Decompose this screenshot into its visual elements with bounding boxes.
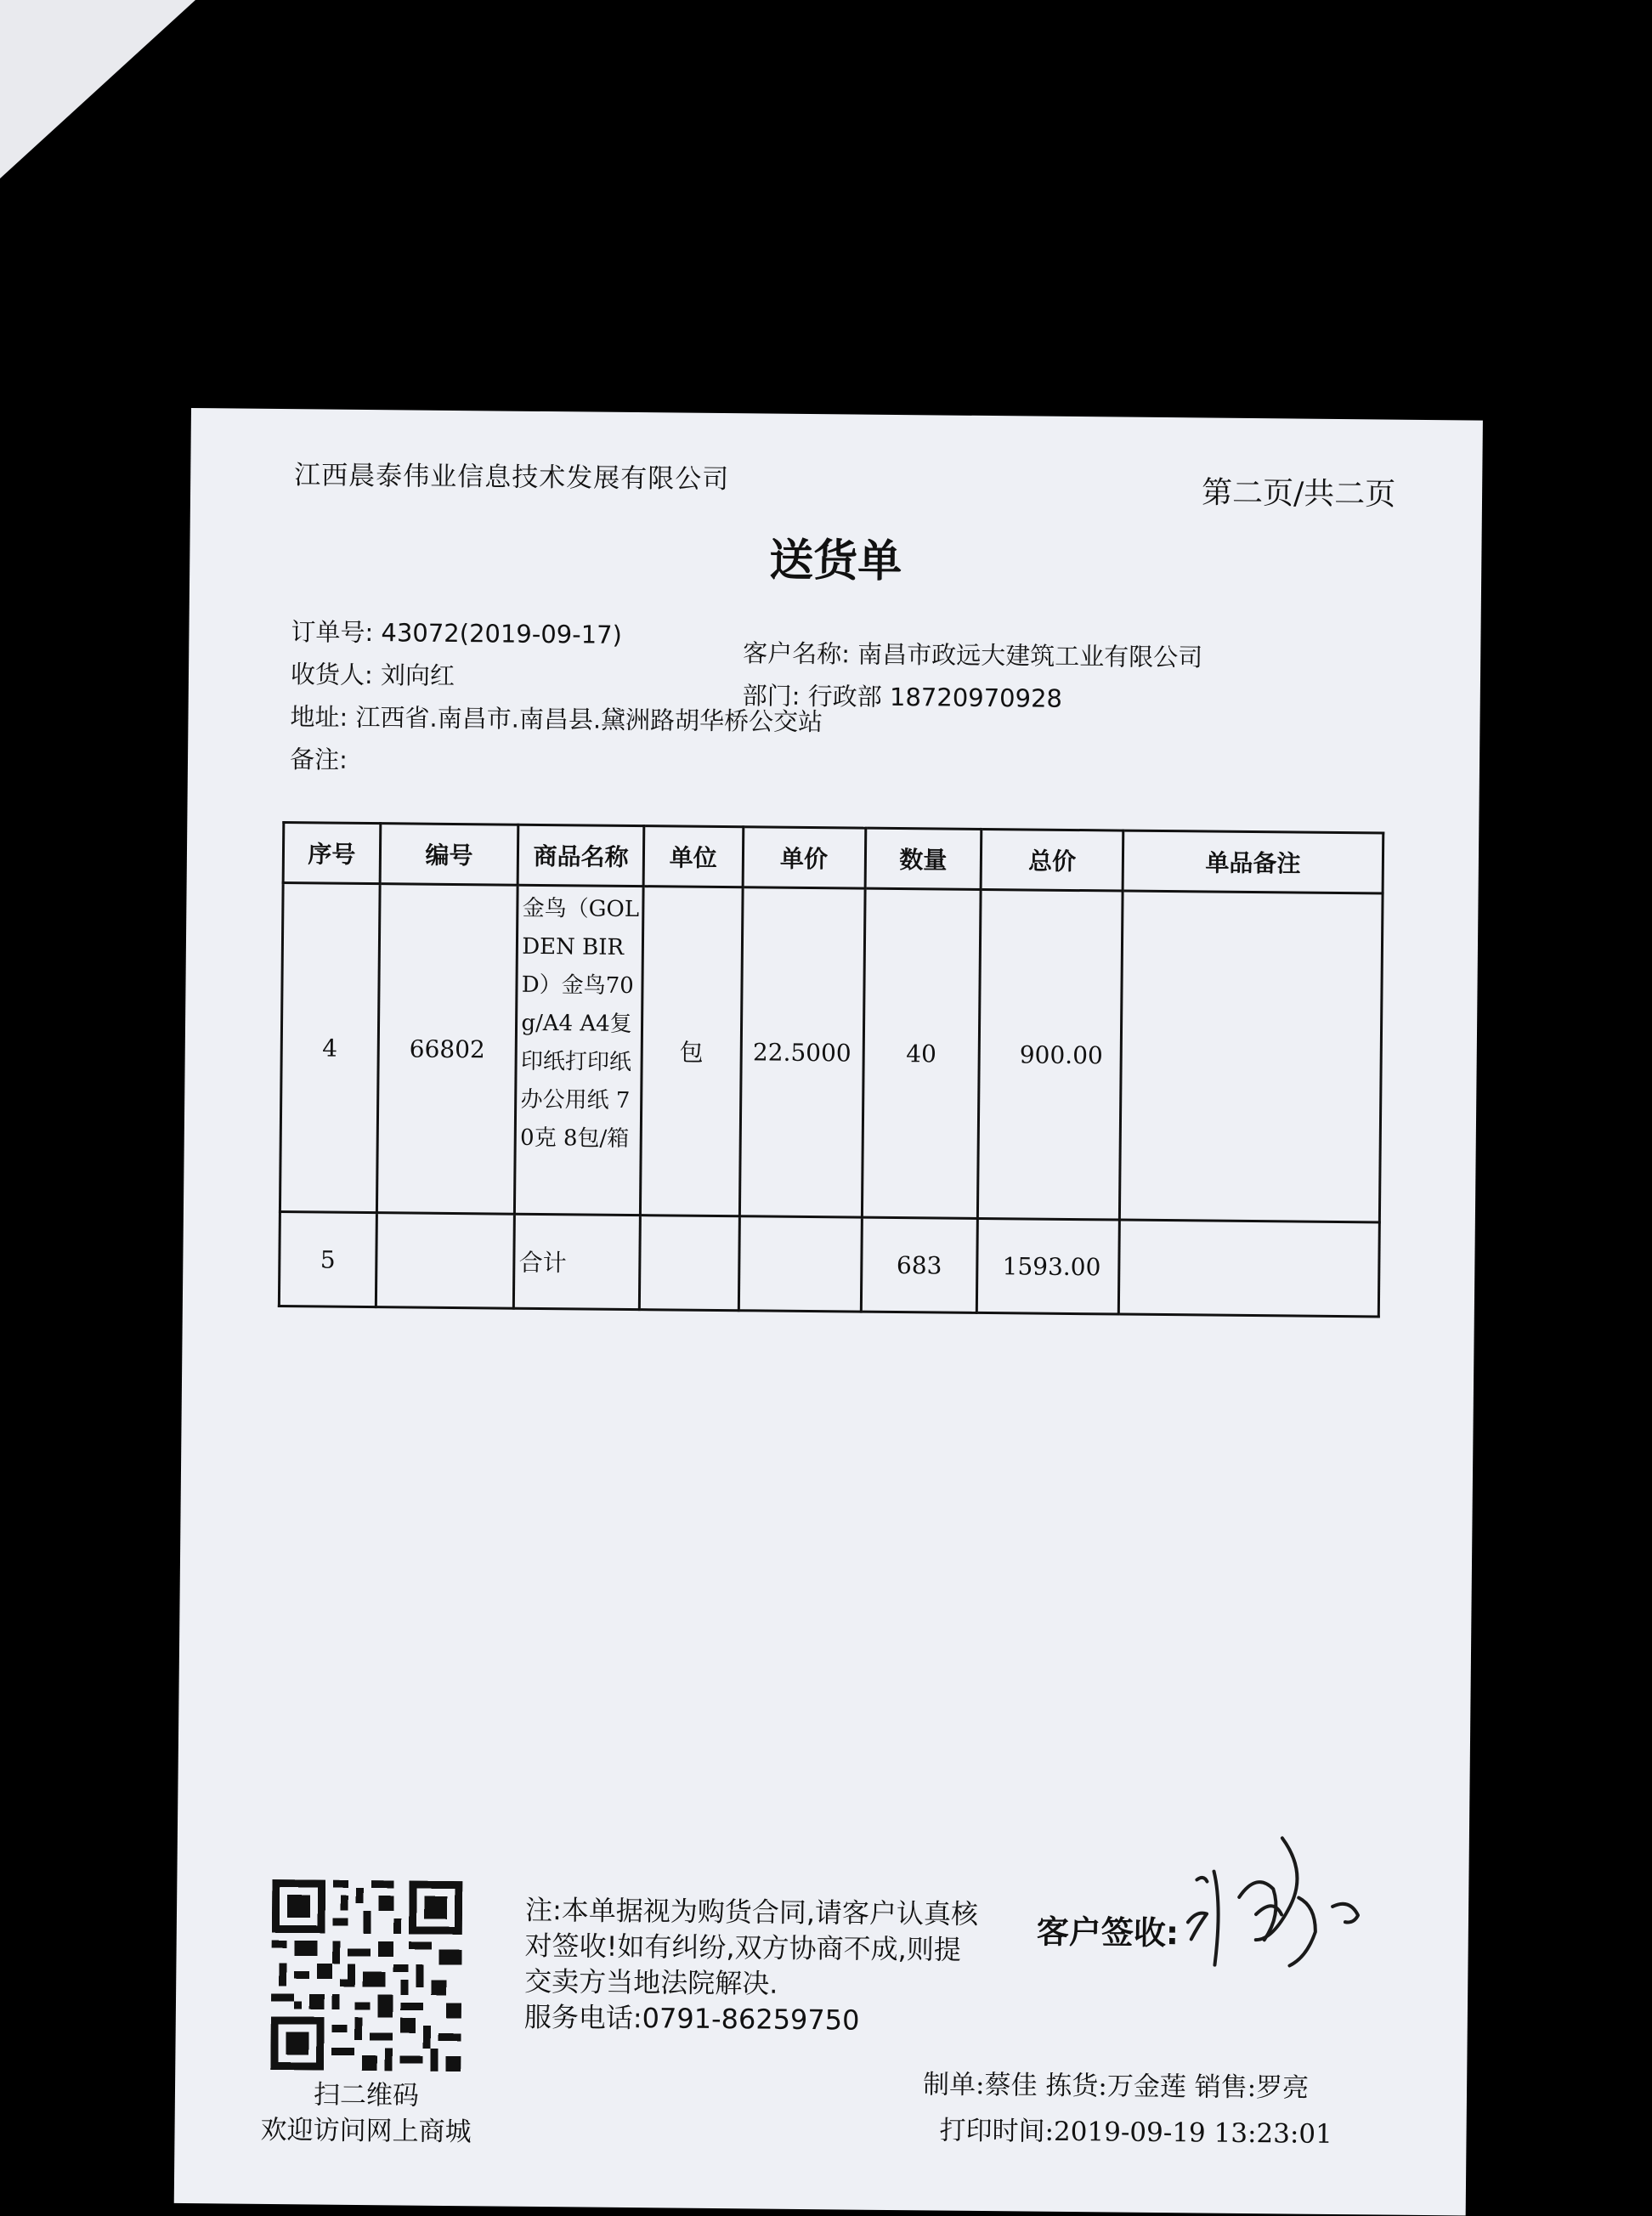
cell-total-price: 900.00 <box>978 889 1123 1220</box>
goods-table <box>278 821 1384 1318</box>
cell-grand-total: 1593.00 <box>977 1218 1120 1314</box>
department-value: 行政部 18720970928 <box>807 681 1063 713</box>
cell-unit: 包 <box>640 887 742 1216</box>
table-row <box>280 883 1383 1222</box>
column-header-item-remark: 单品备注 <box>1123 830 1383 893</box>
customer-name <box>743 634 1202 673</box>
column-header-unit: 单位 <box>643 826 743 887</box>
note-line-2: 对签收!如有纠纷,双方协商不成,则提 <box>524 1929 962 1966</box>
column-header-unit-price: 单价 <box>743 827 866 888</box>
qr-caption <box>242 2077 489 2151</box>
print-time: 打印时间:2019-09-19 13:23:01 <box>939 2115 1333 2150</box>
column-header-seq: 序号 <box>283 823 380 884</box>
remark-label: 备注: <box>289 745 348 774</box>
cell-code <box>376 1213 515 1309</box>
remark <box>290 740 348 776</box>
qr-code-icon <box>270 1879 462 2071</box>
order-number <box>291 613 622 651</box>
cell-seq: 5 <box>279 1212 376 1307</box>
table-total-row <box>279 1212 1379 1317</box>
column-header-total-price: 总价 <box>981 829 1123 891</box>
address-label: 地址: <box>290 702 348 732</box>
customer-name-label: 客户名称: <box>743 638 851 669</box>
qr-caption-line-1: 扫二维码 <box>313 2079 420 2111</box>
column-header-code: 编号 <box>380 824 518 886</box>
cell-item-remark <box>1119 891 1383 1222</box>
receiver <box>291 655 455 692</box>
document-title: 送货单 <box>769 535 902 588</box>
address-value: 江西省.南昌市.南昌县.黛洲路胡华桥公交站 <box>355 702 823 737</box>
background-paper-corner <box>0 0 195 179</box>
cell-code: 66802 <box>376 884 518 1215</box>
cell-unit-price <box>738 1216 862 1312</box>
cell-product-name: 金鸟（GOLDEN BIRD）金鸟70g/A4 A4复印纸打印纸办公用纸 70克 8包/箱 <box>515 885 643 1215</box>
department-label: 部门: <box>742 681 801 711</box>
column-header-product-name: 商品名称 <box>518 825 643 886</box>
order-number-value: 43072(2019-09-17) <box>381 618 623 649</box>
qr-caption-line-2: 欢迎访问网上商城 <box>260 2114 472 2148</box>
cell-quantity-total: 683 <box>861 1217 978 1312</box>
order-number-label: 订单号: <box>291 617 374 648</box>
note-line-3: 交卖方当地法院解决. <box>524 1964 778 2000</box>
service-phone: 服务电话:0791-86259750 <box>523 2000 860 2037</box>
page-number: 第二页/共二页 <box>1201 475 1396 513</box>
customer-sign-label: 客户签收: <box>1036 1913 1180 1952</box>
contract-note <box>524 1892 1002 2039</box>
cell-total-label: 合计 <box>514 1214 641 1309</box>
staff-info: 制单:蔡佳 拣货:万金莲 销售:罗亮 <box>922 2069 1310 2104</box>
cell-unit <box>639 1216 739 1311</box>
receiver-value: 刘向红 <box>380 660 455 690</box>
cell-unit-price: 22.5000 <box>739 887 865 1217</box>
cell-item-remark <box>1118 1220 1379 1317</box>
department <box>743 677 1063 715</box>
table-header-row <box>283 823 1383 893</box>
customer-name-value: 南昌市政远大建筑工业有限公司 <box>857 639 1203 672</box>
cell-quantity: 40 <box>862 888 981 1218</box>
company-name: 江西晨泰伟业信息技术发展有限公司 <box>294 460 730 496</box>
receiver-label: 收货人: <box>290 660 373 690</box>
column-header-quantity: 数量 <box>865 828 982 889</box>
note-line-1: 注:本单据视为购货合同,请客户认真核 <box>524 1893 979 1930</box>
delivery-note-sheet <box>174 408 1483 2215</box>
cell-seq: 4 <box>280 883 379 1213</box>
handwritten-signature <box>1179 1820 1376 1992</box>
